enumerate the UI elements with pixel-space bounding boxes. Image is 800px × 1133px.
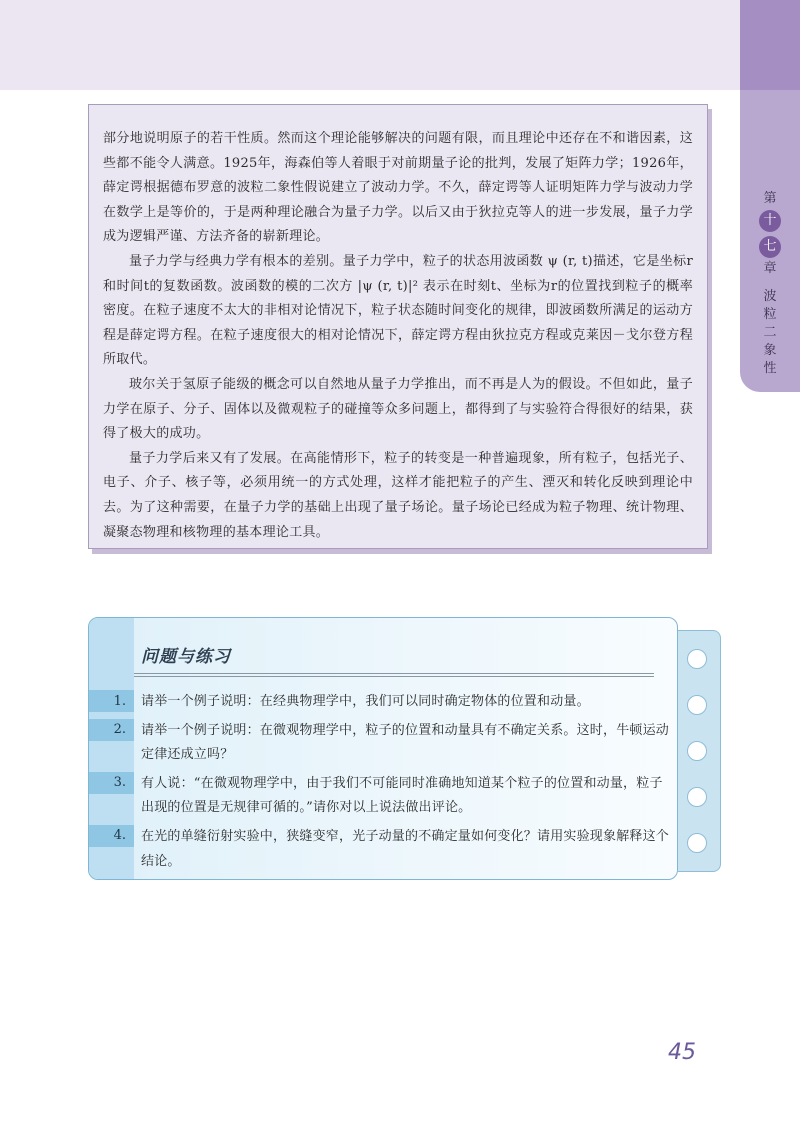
binder-rings bbox=[678, 630, 721, 872]
exercise-list bbox=[89, 690, 677, 878]
chapter-prefix: 第 bbox=[763, 191, 777, 206]
exercise-item bbox=[89, 719, 677, 768]
chapter-tab-top bbox=[740, 0, 800, 90]
title-divider bbox=[134, 676, 654, 677]
reading-box bbox=[88, 104, 708, 549]
ring-icon bbox=[687, 695, 707, 715]
reading-paragraph: 量子力学与经典力学有根本的差别。量子力学中，粒子的状态用波函数 ψ (r, t)描述，它是坐标r和时间t的复数函数。波函数的模的二次方 |ψ (r, t)|² 表示在时刻t、坐标为r的位置找到粒子的概率密度。在粒子速度不太大的非相对论情况下，粒子状态随时间变化的规律，即波函数所满足的运动方程是薛定谔方程。在粒子速度很大的相对论情况下，薛定谔方程由狄拉克方程或克莱因－戈尔登方程所取代。 bbox=[103, 253, 693, 368]
chapter-label bbox=[740, 190, 800, 378]
chapter-title-char: 象 bbox=[763, 343, 777, 358]
chapter-title-char: 性 bbox=[763, 361, 777, 376]
exercise-number: 1. bbox=[89, 690, 134, 712]
ring-icon bbox=[687, 833, 707, 853]
chapter-title-char: 波 bbox=[763, 289, 777, 304]
chapter-side-tab bbox=[740, 0, 800, 392]
reading-paragraph: 玻尔关于氢原子能级的概念可以自然地从量子力学推出，而不再是人为的假设。不但如此，量子力学在原子、分子、固体以及微观粒子的碰撞等众多问题上，都得到了与实验符合得很好的结果，获得了极大的成功。 bbox=[103, 376, 693, 442]
exercise-title: 问题与练习 bbox=[141, 647, 231, 667]
exercise-text: 请举一个例子说明：在经典物理学中，我们可以同时确定物体的位置和动量。 bbox=[141, 694, 590, 709]
exercise-number: 4. bbox=[89, 825, 134, 847]
chapter-title-char: 二 bbox=[763, 325, 777, 340]
exercise-text: 有人说：“在微观物理学中，由于我们不可能同时准确地知道某个粒子的位置和动量，粒子出现的位置是无规律可循的。”请你对以上说法做出评论。 bbox=[141, 775, 663, 816]
chapter-number-char-2: 七 bbox=[759, 236, 781, 258]
exercise-box bbox=[88, 617, 678, 880]
exercise-item bbox=[89, 772, 677, 821]
exercise-number: 2. bbox=[89, 719, 134, 741]
exercise-item bbox=[89, 690, 677, 715]
ring-icon bbox=[687, 649, 707, 669]
chapter-title-char: 粒 bbox=[763, 307, 777, 322]
reading-paragraph: 部分地说明原子的若干性质。然而这个理论能够解决的问题有限，而且理论中还存在不和谐因素，这些都不能令人满意。1925年，海森伯等人着眼于对前期量子论的批判，发展了矩阵力学；1926年，薛定谔根据德布罗意的波粒二象性假说建立了波动力学。不久，薛定谔等人证明矩阵力学与波动力学在数学上是等价的，于是两种理论融合为量子力学。以后又由于狄拉克等人的进一步发展，量子力学成为逻辑严谨、方法齐备的崭新理论。 bbox=[103, 131, 693, 245]
exercise-number: 3. bbox=[89, 772, 134, 794]
page-number: 45 bbox=[668, 1040, 696, 1065]
title-divider bbox=[134, 673, 654, 674]
ring-icon bbox=[687, 787, 707, 807]
exercise-text: 请举一个例子说明：在微观物理学中，粒子的位置和动量具有不确定关系。这时，牛顿运动定律还成立吗？ bbox=[141, 722, 670, 763]
header-band bbox=[0, 0, 740, 90]
exercise-text: 在光的单缝衍射实验中，狭缝变窄，光子动量的不确定量如何变化？请用实验现象解释这个结论。 bbox=[141, 828, 670, 869]
exercise-item bbox=[89, 825, 677, 874]
ring-icon bbox=[687, 741, 707, 761]
reading-paragraph: 量子力学后来又有了发展。在高能情形下，粒子的转变是一种普遍现象，所有粒子，包括光子、电子、介子、核子等，必须用统一的方式处理，这样才能把粒子的产生、湮灭和转化反映到理论中去。为了这种需要，在量子力学的基础上出现了量子场论。量子场论已经成为粒子物理、统计物理、凝聚态物理和核物理的基本理论工具。 bbox=[103, 450, 693, 540]
chapter-number-char-1: 十 bbox=[759, 210, 781, 232]
chapter-suffix: 章 bbox=[763, 261, 777, 276]
